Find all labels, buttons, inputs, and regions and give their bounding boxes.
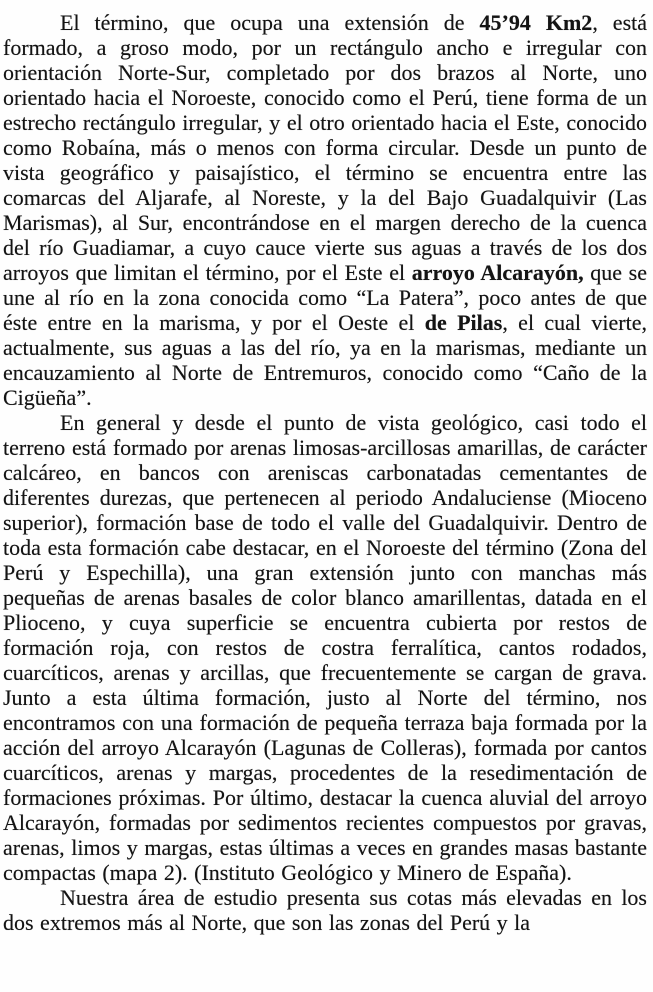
paragraph-3 xyxy=(3,885,647,935)
bold-text-segment: de Pilas xyxy=(424,310,503,335)
paragraph-2 xyxy=(3,410,647,885)
text-segment: , el cual vierte, actualmente, sus aguas a las del río, ya en la marismas, mediante un encauzamiento al Norte de Entremuros, conocido como “Caño de la Cigüeña”. xyxy=(3,310,647,410)
text-segment: , está formado, a groso modo, por un rectángulo ancho e irregular con orientación Norte-Sur, completado por dos brazos al Norte, uno orientado hacia el Noroeste, conocido como el Perú, tiene forma de un estrecho rectángulo irregular, y el otro orientado hacia el Este, conocido como Robaína, más o menos con forma circular. Desde un punto de vista geográfico y paisajístico, el término se encuentra entre las comarcas del Aljarafe, al Noreste, y la del Bajo Guadalquivir (Las Marismas), al Sur, encontrándose en el margen derecho de la cuenca del río Guadiamar, a cuyo cauce vierte sus aguas a través de los dos arroyos que limitan el término, por el Este el xyxy=(3,10,648,285)
text-segment: En general y desde el punto de vista geológico, casi todo el terreno está formado por arenas limosas-arcillosas amarillas, de carácter calcáreo, en bancos con areniscas carbonatadas cementantes de diferentes durezas, que pertenecen al periodo Andaluciense (Mioceno superior), formación base de todo el valle del Guadalquivir. Dentro de toda esta formación cabe destacar, en el Noroeste del término (Zona del Perú y Espechilla), una gran extensión junto con manchas más pequeñas de arenas basales de color blanco amarillentas, datada en el Plioceno, y cuya superficie se encuentra cubierta por restos de formación roja, con restos de costra ferralítica, cantos rodados, cuarcíticos, arenas y arcillas, que frecuentemente se cargan de grava. Junto a esta última formación, justo al Norte del término, nos encontramos con una formación de pequeña terraza baja formada por la acción del arroyo Alcarayón (Lagunas de Colleras), formada por cantos cuarcíticos, arenas y margas, procedentes de la resedimentación de formaciones próximas. Por último, destacar la cuenca aluvial del arroyo Alcarayón, formadas por sedimentos recientes compuestos por gravas, arenas, limos y margas, estas últimas a veces en grandes masas bastante compactas (mapa 2). (Instituto Geológico y Minero de España). xyxy=(3,410,647,885)
bold-text-segment: 45’94 Km2 xyxy=(479,10,593,35)
bold-text-segment: arroyo Alcarayón, xyxy=(411,260,584,285)
text-segment: que se une al río en la zona conocida como “La Patera”, poco antes de que éste entre en la marisma, y por el Oeste el xyxy=(3,260,647,335)
text-segment: El término, que ocupa una extensión de xyxy=(60,10,480,35)
text-column xyxy=(3,10,647,935)
text-segment: Nuestra área de estudio presenta sus cotas más elevadas en los dos extremos más al Norte, que son las zonas del Perú y la xyxy=(3,885,647,935)
paragraph-1 xyxy=(3,10,647,410)
